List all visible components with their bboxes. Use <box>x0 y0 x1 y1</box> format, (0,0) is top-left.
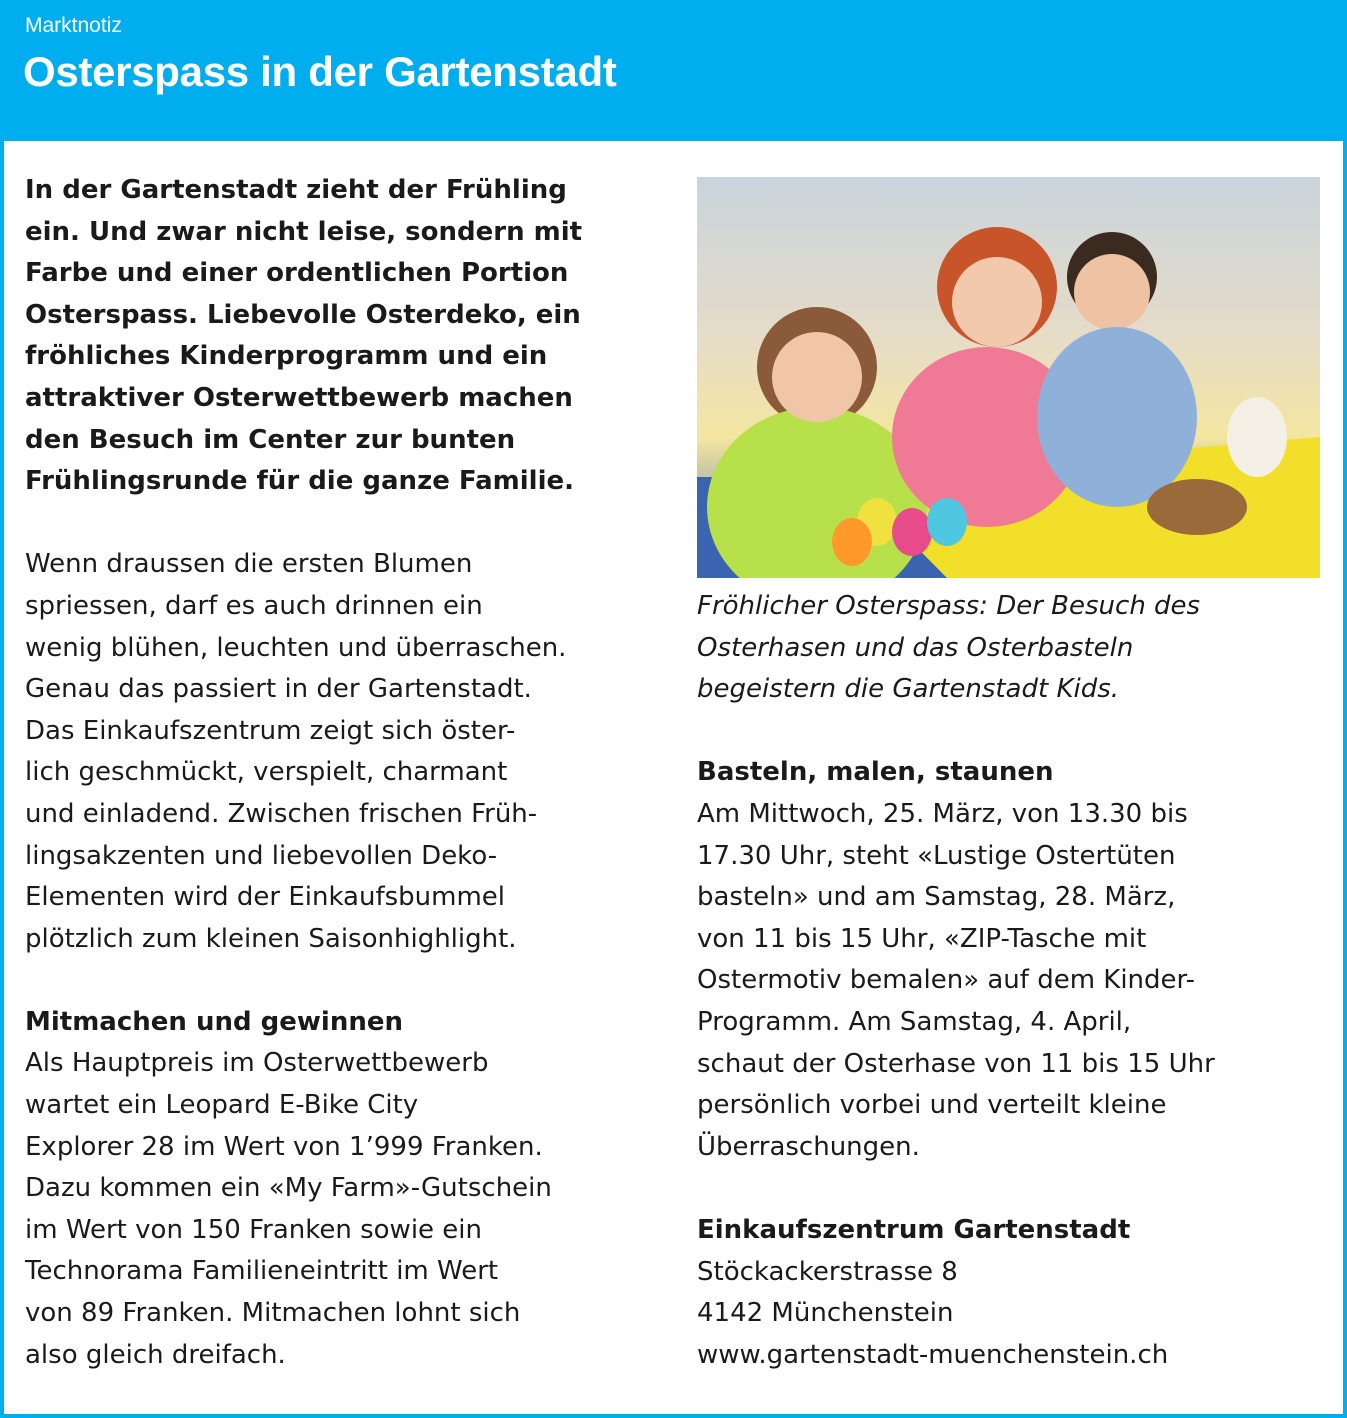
text-line: basteln» und am Samstag, 28. März, <box>697 882 1176 913</box>
text-line: schaut der Osterhase von 11 bis 15 Uhr <box>697 1048 1215 1079</box>
text-line: fröhliches Kinderprogramm und ein <box>25 341 548 372</box>
section-heading-crafts: Basteln, malen, staunen <box>697 757 1054 788</box>
text-line: 4142 Münchenstein <box>697 1298 954 1329</box>
text-line: Frühlingsrunde für die ganze Familie. <box>25 466 575 497</box>
text-line: Überraschungen. <box>697 1131 920 1162</box>
text-line: lingsakzenten und liebevollen Deko- <box>25 840 498 871</box>
text-line: Wenn draussen die ersten Blumen <box>25 549 473 580</box>
text-line: Stöckackerstrasse 8 <box>697 1256 958 1287</box>
body-paragraph-2 <box>25 1043 665 1376</box>
section-heading-win: Mitmachen und gewinnen <box>25 1006 403 1037</box>
text-line: Fröhlicher Osterspass: Der Besuch des <box>697 591 1201 621</box>
photo-kids-easter-painting <box>697 177 1320 578</box>
text-line: den Besuch im Center zur bunten <box>25 424 516 455</box>
text-line: und einladend. Zwischen frischen Früh- <box>25 798 538 829</box>
header-banner <box>0 0 1347 141</box>
lead-paragraph <box>25 170 665 503</box>
text-line: www.gartenstadt-muenchenstein.ch <box>697 1339 1169 1370</box>
text-line: Das Einkaufszentrum zeigt sich öster- <box>25 715 516 746</box>
contact-block <box>697 1252 1327 1377</box>
text-line: von 11 bis 15 Uhr, «ZIP-Tasche mit <box>697 923 1147 954</box>
text-line: Programm. Am Samstag, 4. April, <box>697 1006 1132 1037</box>
text-line: von 89 Franken. Mitmachen lohnt sich <box>25 1298 521 1329</box>
text-line: Explorer 28 im Wert von 1’999 Franken. <box>25 1131 543 1162</box>
crafts-paragraph <box>697 794 1327 1168</box>
text-line: also gleich dreifach. <box>25 1339 286 1370</box>
text-line: persönlich vorbei und verteilt kleine <box>697 1090 1167 1121</box>
text-line: Als Hauptpreis im Osterwettbewerb <box>25 1048 489 1079</box>
text-line: Osterhasen und das Osterbasteln <box>697 632 1134 663</box>
text-line: Am Mittwoch, 25. März, von 13.30 bis <box>697 798 1188 829</box>
text-line: 17.30 Uhr, steht «Lustige Ostertüten <box>697 840 1176 871</box>
text-line: Ostermotiv bemalen» auf dem Kinder- <box>697 965 1195 996</box>
text-line: Technorama Familieneintritt im Wert <box>25 1256 499 1287</box>
text-line: wenig blühen, leuchten und überraschen. <box>25 632 567 663</box>
text-line: wartet ein Leopard E-Bike City <box>25 1090 419 1121</box>
photo-caption <box>697 586 1327 711</box>
text-line: Elementen wird der Einkaufsbummel <box>25 882 506 913</box>
text-line: Dazu kommen ein «My Farm»-Gutschein <box>25 1173 552 1204</box>
text-line: lich geschmückt, verspielt, charmant <box>25 757 508 788</box>
left-column <box>25 170 665 1376</box>
text-line: spriessen, darf es auch drinnen ein <box>25 590 483 621</box>
text-line: In der Gartenstadt zieht der Frühling <box>25 175 567 205</box>
text-line: begeistern die Gartenstadt Kids. <box>697 674 1120 705</box>
text-line: attraktiver Osterwettbewerb machen <box>25 382 573 413</box>
contact-heading: Einkaufszentrum Gartenstadt <box>697 1214 1131 1245</box>
kicker: Marktnotiz <box>25 14 122 37</box>
page-title: Osterspass in der Gartenstadt <box>23 48 617 95</box>
body-paragraph-1 <box>25 544 665 960</box>
text-line: plötzlich zum kleinen Saisonhighlight. <box>25 923 517 954</box>
text-line: Osterspass. Liebevolle Osterdeko, ein <box>25 299 581 330</box>
text-line: im Wert von 150 Franken sowie ein <box>25 1214 483 1245</box>
text-line: Genau das passiert in der Gartenstadt. <box>25 674 532 705</box>
text-line: ein. Und zwar nicht leise, sondern mit <box>25 216 583 247</box>
right-column <box>697 586 1327 1376</box>
text-line: Farbe und einer ordentlichen Portion <box>25 258 569 289</box>
